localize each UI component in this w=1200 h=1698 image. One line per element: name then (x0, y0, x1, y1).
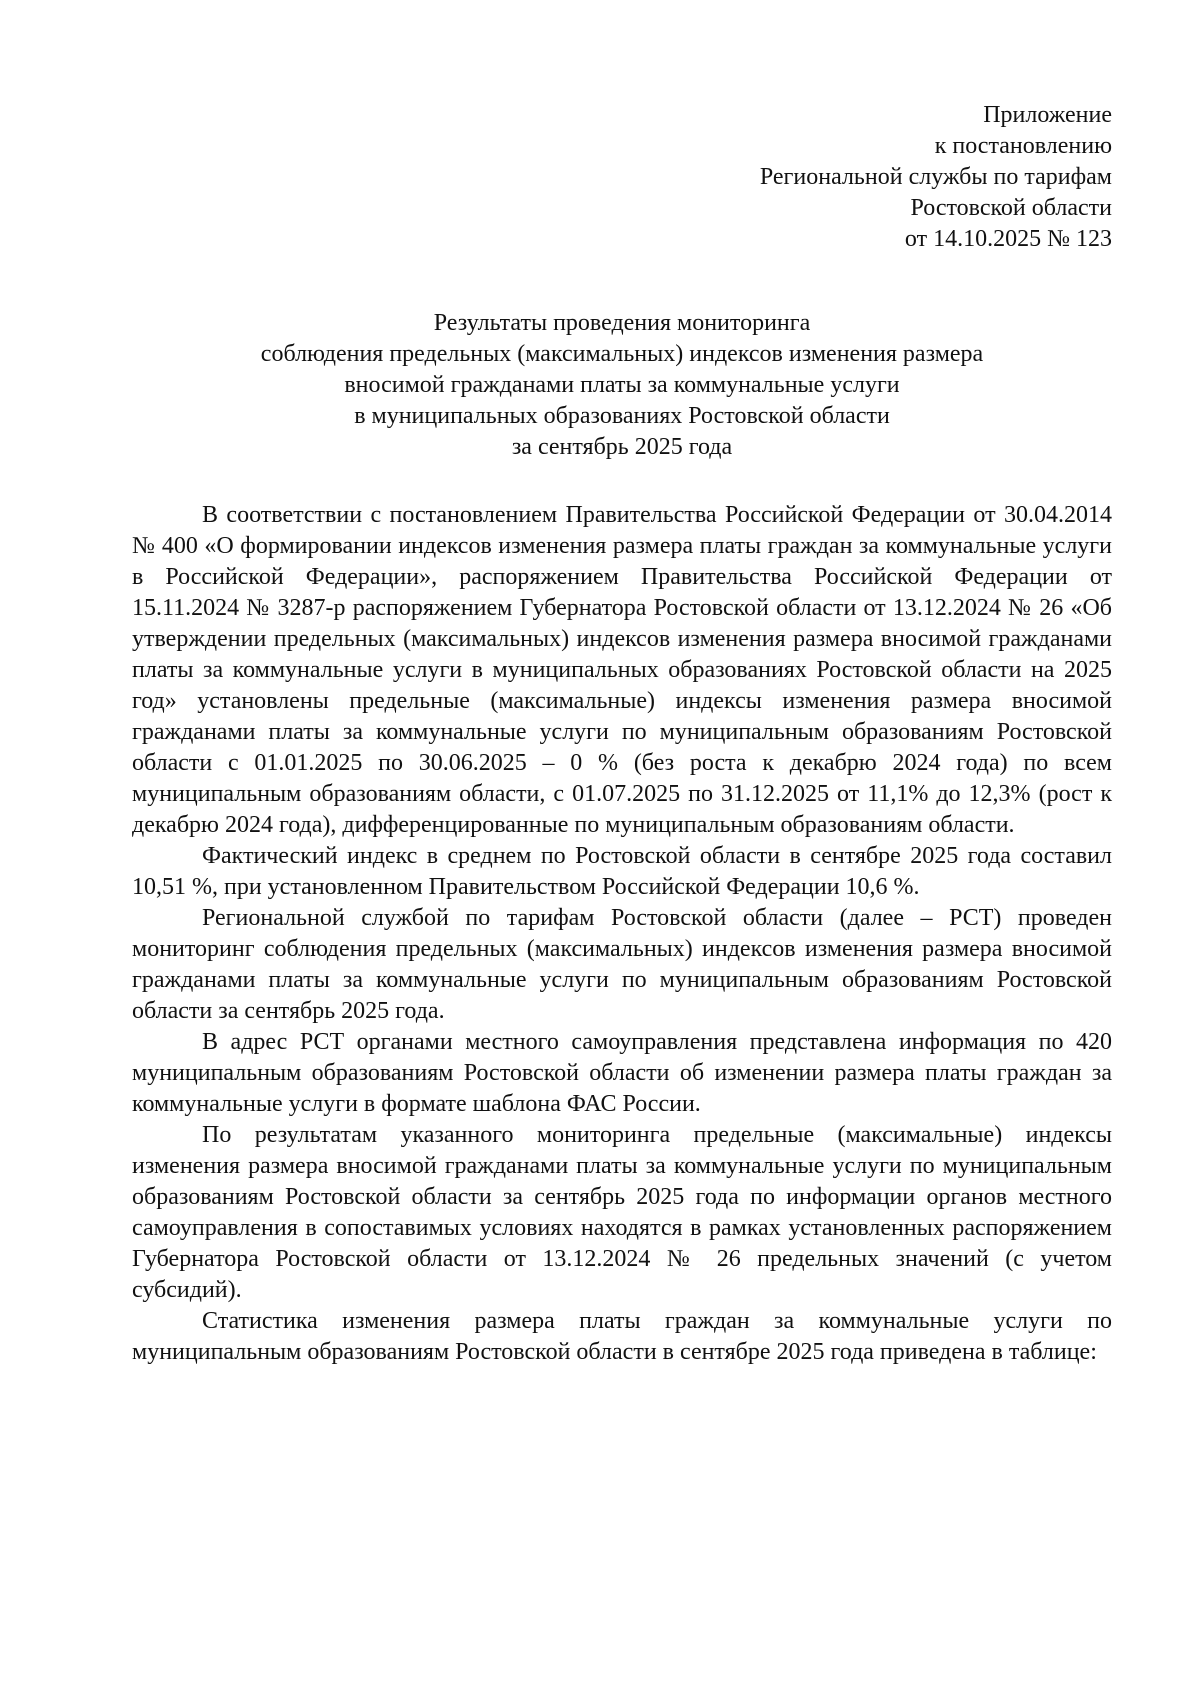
appendix-block (132, 100, 1112, 255)
appendix-line: к постановлению (934, 133, 1112, 159)
body-paragraph: По результатам указанного мониторинга предельные (максимальные) индексы изменения размера вносимой гражданами платы за коммунальные услуги по муниципальным образованиям Ростовской области за сентябрь 2025 года по информации органов местного самоуправления в сопоставимых условиях находятся в рамках установленных распоряжением Губернатора Ростовской области от 13.12.2024 № 26 предельных значений (с учетом субсидий). (132, 1122, 1112, 1303)
appendix-line: от 14.10.2025 № 123 (904, 226, 1112, 252)
document-title (132, 308, 1112, 463)
body-paragraph: Региональной службой по тарифам Ростовской области (далее – РСТ) проведен мониторинг соблюдения предельных (максимальных) индексов изменения размера вносимой гражданами платы за коммунальные услуги по муниципальным образованиям Ростовской области за сентябрь 2025 года. (132, 905, 1112, 1024)
title-line: за сентябрь 2025 года (511, 434, 733, 460)
body-paragraph: Статистика изменения размера платы граждан за коммунальные услуги по муниципальным образованиям Ростовской области в сентябре 2025 года приведена в таблице: (132, 1308, 1112, 1365)
body-paragraph: В соответствии с постановлением Правительства Российской Федерации от 30.04.2014 № 400 «О формировании индексов изменения размера платы граждан за коммунальные услуги в Российской Федерации», распоряжением Правительства Российской Федерации от 15.11.2024 № 3287-р распоряжением Губернатора Ростовской области от 13.12.2024 № 26 «Об утверждении предельных (максимальных) индексов изменения размера вносимой гражданами платы за коммунальные услуги в муниципальных образованиях Ростовской области на 2025 год» установлены предельные (максимальные) индексы изменения размера вносимой гражданами платы за коммунальные услуги по муниципальным образованиям Ростовской области с 01.01.2025 по 30.06.2025 – 0 % (без роста к декабрю 2024 года) по всем муниципальным образованиям области, с 01.07.2025 по 31.12.2025 от 11,1% до 12,3% (рост к декабрю 2024 года), дифференцированные по муниципальным образованиям области. (132, 502, 1112, 838)
title-line: соблюдения предельных (максимальных) индексов изменения размера (260, 341, 984, 367)
body-paragraph: Фактический индекс в среднем по Ростовской области в сентябре 2025 года составил 10,51 %, при установленном Правительством Российской Федерации 10,6 %. (132, 843, 1112, 900)
appendix-line: Региональной службы по тарифам (759, 164, 1112, 190)
title-line: Результаты проведения мониторинга (433, 310, 811, 336)
body-paragraph: В адрес РСТ органами местного самоуправления представлена информация по 420 муниципальным образованиям Ростовской области об изменении размера платы граждан за коммунальные услуги в формате шаблона ФАС России. (132, 1029, 1112, 1117)
appendix-line: Приложение (983, 102, 1112, 128)
title-line: в муниципальных образованиях Ростовской области (354, 403, 890, 429)
appendix-line: Ростовской области (910, 195, 1112, 221)
document-body (132, 500, 1112, 1368)
title-line: вносимой гражданами платы за коммунальные услуги (344, 372, 900, 398)
